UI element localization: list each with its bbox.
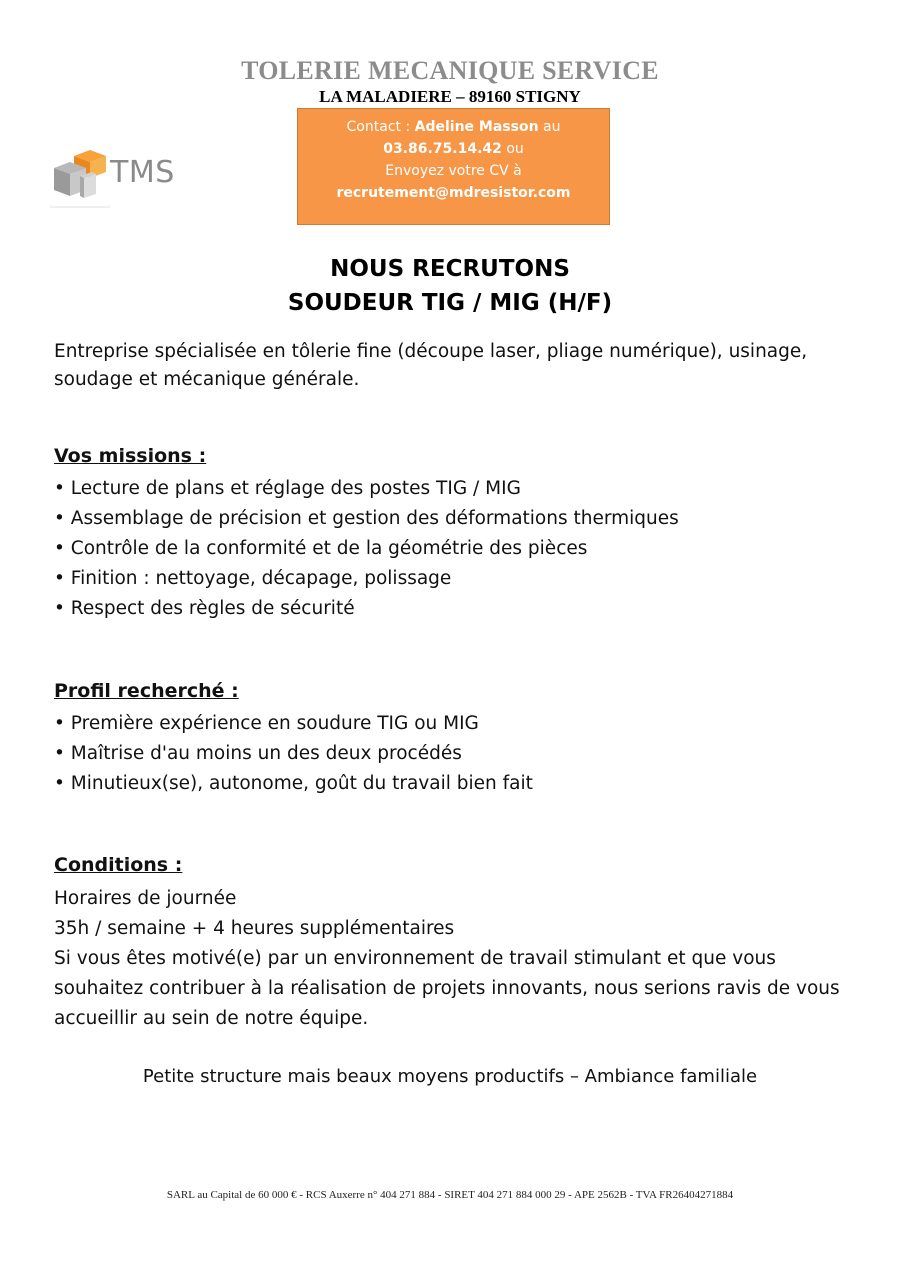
list-item: • Maîtrise d'au moins un des deux procédés [54, 743, 462, 764]
cv-line: Envoyez votre CV à [385, 163, 522, 179]
contact-name: Adeline Masson [414, 119, 539, 135]
contact-line [298, 116, 609, 138]
missions-heading: Vos missions : [54, 445, 207, 467]
phone-line [298, 138, 609, 160]
contact-name-suffix: au [538, 119, 561, 135]
title-line-2: SOUDEUR TIG / MIG (H/F) [287, 290, 613, 316]
company-name: TOLERIE MECANIQUE SERVICE [241, 56, 659, 85]
cube-logo-icon [50, 150, 110, 230]
condition-paragraph: Si vous êtes motivé(e) par un environnement de travail stimulant et que vous souhaitez contribuer à la réalisation de projets innovants, nous serions ravis de vous accueillir au sein de notre équipe. [54, 948, 840, 1029]
contact-email[interactable]: recrutement@mdresistor.com [336, 185, 571, 201]
logo-text: TMS [110, 155, 175, 190]
contact-phone[interactable]: 03.86.75.14.42 [383, 141, 502, 157]
title-line-1: NOUS RECRUTONS [330, 256, 570, 282]
intro-paragraph: Entreprise spécialisée en tôlerie fine (découpe laser, pliage numérique), usinage, soudage et mécanique générale. [54, 341, 808, 390]
condition-item: Horaires de journée [54, 888, 237, 909]
profile-heading: Profil recherché : [54, 680, 239, 702]
legal-footer: SARL au Capital de 60 000 € - RCS Auxerre n° 404 271 884 - SIRET 404 271 884 000 29 - APE 2562B - TVA FR26404271884 [166, 1189, 734, 1201]
list-item: • Assemblage de précision et gestion des déformations thermiques [54, 508, 679, 529]
profile-list [54, 709, 854, 799]
contact-box [297, 108, 610, 225]
missions-list [54, 474, 854, 624]
list-item: • Minutieux(se), autonome, goût du travail bien fait [54, 773, 533, 794]
contact-prefix: Contact : [346, 119, 415, 135]
company-logo [50, 150, 200, 230]
company-address: LA MALADIERE – 89160 STIGNY [319, 87, 581, 106]
list-item: • Finition : nettoyage, décapage, polissage [54, 568, 452, 589]
list-item: • Respect des règles de sécurité [54, 598, 355, 619]
list-item: • Première expérience en soudure TIG ou MIG [54, 713, 479, 734]
conditions-block [54, 884, 849, 1034]
list-item: • Lecture de plans et réglage des postes TIG / MIG [54, 478, 521, 499]
conditions-heading: Conditions : [54, 854, 183, 876]
condition-item: 35h / semaine + 4 heures supplémentaires [54, 918, 455, 939]
phone-suffix: ou [501, 141, 524, 157]
tagline: Petite structure mais beaux moyens productifs – Ambiance familiale [142, 1066, 758, 1087]
list-item: • Contrôle de la conformité et de la géométrie des pièces [54, 538, 588, 559]
email-line [298, 182, 609, 204]
